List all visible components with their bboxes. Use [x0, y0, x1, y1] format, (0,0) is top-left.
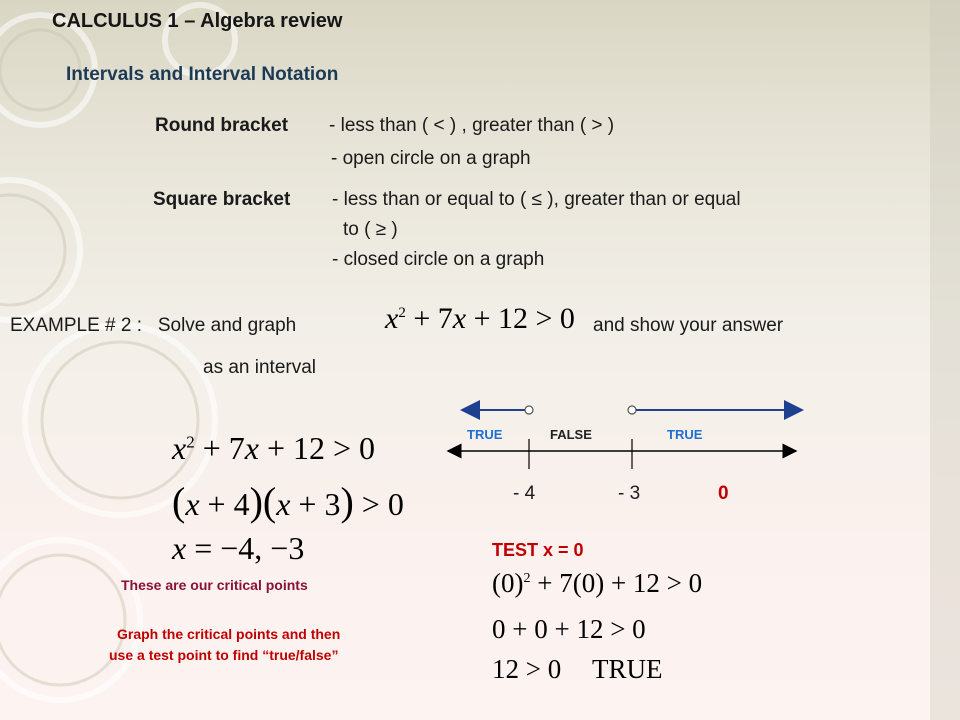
test-step-3 — [492, 654, 662, 685]
test-step-3-lhs: 12 > 0 — [492, 654, 562, 684]
round-bracket-graph-desc: - open circle on a graph — [331, 148, 531, 169]
algebra-step-2: (x + 4)(x + 3) > 0 — [172, 479, 404, 524]
graph-note-line2: use a test point to find “true/false” — [109, 647, 339, 663]
tick-label-neg3: - 3 — [618, 483, 641, 504]
square-bracket-graph-desc: - closed circle on a graph — [332, 249, 545, 270]
open-circle-neg4 — [525, 406, 533, 414]
region-label-middle: FALSE — [550, 427, 592, 442]
test-step-1: $(0)^2 + 7(0) + 12 > 0$ — [492, 568, 703, 598]
graph-note-line1: Graph the critical points and then — [117, 626, 341, 642]
round-bracket-desc: - less than ( < ) , greater than ( > ) — [329, 115, 615, 136]
example-line2: as an interval — [203, 357, 317, 378]
test-step-3-result: TRUE — [591, 654, 663, 684]
test-step-2: 0 + 0 + 12 > 0 — [492, 614, 646, 644]
section-subtitle: Intervals and Interval Notation — [66, 64, 339, 85]
tick-label-neg4: - 4 — [513, 483, 536, 504]
region-label-left: TRUE — [467, 427, 503, 442]
example-inequality: $x^2 + 7x + 12 > 0$ — [385, 302, 575, 335]
test-point-label: 0 — [718, 483, 729, 504]
example-prefix: EXAMPLE # 2 : Solve and graph — [10, 315, 297, 336]
example-suffix: and show your answer — [593, 315, 784, 336]
algebra-step-1: $x^2 + 7x + 12 > 0$ — [172, 430, 376, 466]
region-label-right: TRUE — [667, 427, 703, 442]
square-bracket-desc-cont: to ( ≥ ) — [343, 219, 398, 240]
page-title: CALCULUS 1 – Algebra review — [52, 10, 343, 32]
round-bracket-label: Round bracket — [155, 115, 289, 136]
algebra-step-3: x = −4, −3 — [172, 530, 305, 566]
square-bracket-label: Square bracket — [153, 189, 291, 210]
critical-points-note: These are our critical points — [121, 577, 308, 593]
square-bracket-desc: - less than or equal to ( ≤ ), greater than or equal — [332, 189, 741, 210]
open-circle-neg3 — [628, 406, 636, 414]
test-heading: TEST x = 0 — [492, 540, 584, 560]
